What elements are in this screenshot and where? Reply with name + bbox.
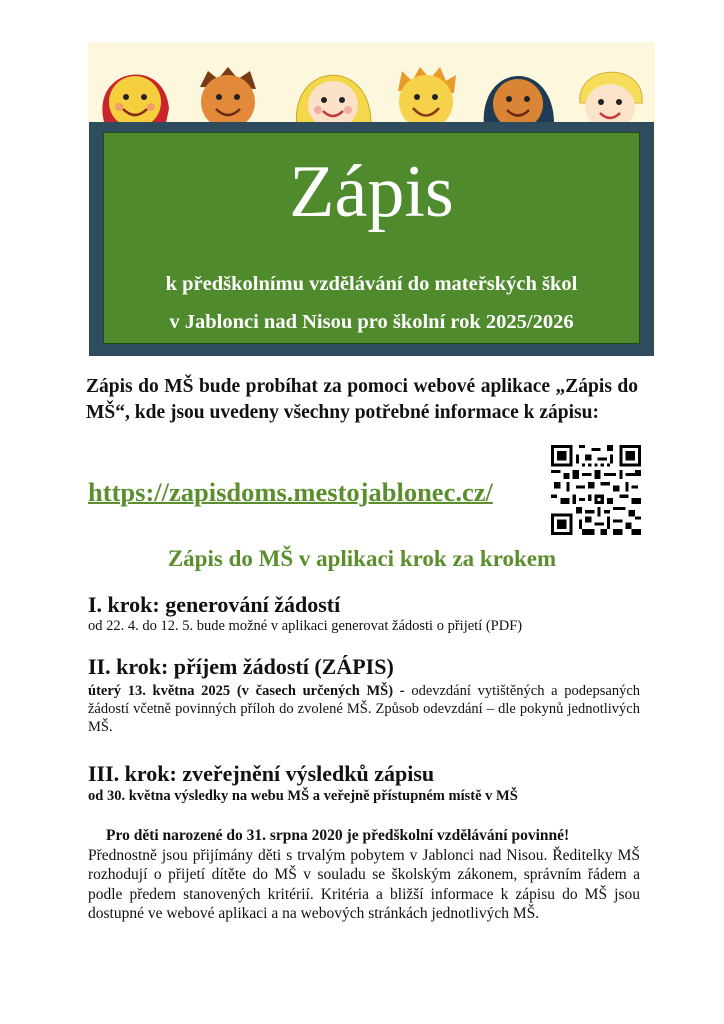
title-board [89,122,654,356]
step-2-text [88,682,640,736]
final-text: Přednostně jsou přijímány děti s trvalým pobytem v Jablonci nad Nisou. Ředitelky MŠ rozhodují o přijetí dítěte do MŠ v souladu se školským zákonem, správním řádem a podle předem stanovených kritérií. Kritéria a bližší informace k zápisu do MŠ jsou dostupné ve webové aplikaci a na webových stránkách jednotlivých MŠ. [88,846,640,922]
step-3-title: III. krok: zveřejnění výsledků zápisu [88,761,435,786]
subtitle-line-2: v Jablonci nad Nisou pro školní rok 2025/2026 [169,311,574,333]
final-paragraph [88,826,640,924]
header-banner [88,42,655,356]
step-1-title: I. krok: generování žádostí [88,592,341,617]
step-2-title: II. krok: příjem žádostí (ZÁPIS) [88,654,394,679]
step-1-text: od 22. 4. do 12. 5. bude možné v aplikaci generovat žádosti o přijetí (PDF) [88,618,523,634]
intro-paragraph: Zápis do MŠ bude probíhat za pomoci webové aplikace „Zápis do MŠ“, kde jsou uvedeny všechny potřebné informace k zápisu: [86,376,638,423]
qr-code-icon [551,445,641,535]
step-2-date: úterý 13. května 2025 (v časech určených MŠ) - [88,683,405,699]
green-board [103,132,640,344]
steps-heading: Zápis do MŠ v aplikaci krok za krokem [167,546,557,571]
page-title: Zápis [289,151,454,233]
subtitle-line-1: k předškolnímu vzdělávání do mateřských škol [165,273,578,295]
step-3-text: od 30. května výsledky na webu MŠ a veřejně přístupném místě v MŠ [88,788,518,804]
step-2-description: odevzdání vytištěných a podepsaných žádostí včetně povinných příloh do zvolené MŠ. Způsob odevzdání – dle pokynů jednotlivých MŠ. [88,683,640,735]
mandatory-notice: Pro děti narozené do 31. srpna 2020 je předškolní vzdělávání povinné! [106,827,570,844]
application-link[interactable]: https://zapisdoms.mestojablonec.cz/ [88,477,493,507]
